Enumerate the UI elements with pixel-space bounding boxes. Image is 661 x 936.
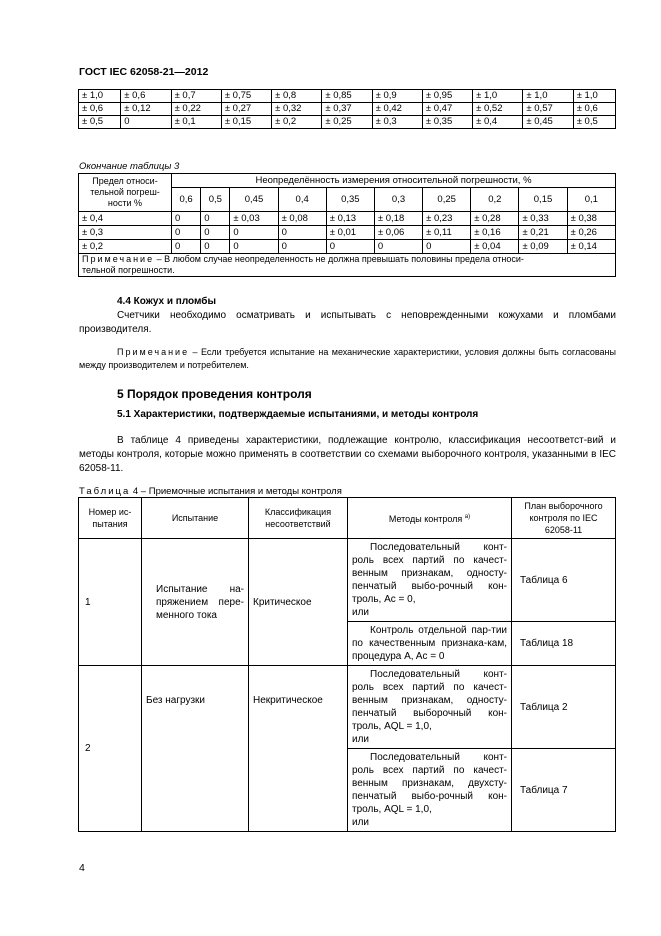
table4-header-class: Классификация несоответствий [249,498,348,539]
table3-column-header: 0,4 [278,188,326,212]
table-cell: 0 [172,212,201,226]
table4-caption-text: 4 – Приемочные испытания и методы контроля [130,486,342,497]
section-5-title: 5 Порядок проведения контроля [117,387,312,401]
table4-footnote-mark: а) [464,514,471,520]
table-row [79,539,616,622]
table-cell: ± 0,2 [79,240,172,254]
page-number: 4 [79,862,85,874]
table-cell: 0 [172,240,201,254]
table4 [78,497,616,832]
table4-caption [79,486,342,497]
table-cell: ± 0,57 [523,103,573,116]
table4-method-or: или [352,734,370,745]
table4-method [348,666,512,749]
table-cell: ± 0,45 [523,116,573,129]
table-cell: ± 0,95 [422,90,472,103]
table4-method [348,539,512,622]
table4-method-or: или [352,817,370,828]
table-cell: ± 0,42 [372,103,422,116]
table-cell: ± 0,16 [471,226,519,240]
table4-header-num: Номер ис-пытания [79,498,142,539]
table-cell: ± 0,52 [473,103,523,116]
section-4-4-note-label: Примечание [117,347,190,357]
table-cell: ± 0,6 [573,103,615,116]
table-cell: ± 0,1 [171,116,221,129]
table-cell: ± 0,22 [171,103,221,116]
table4-test-name: Испытание на-пряжением пере-менного тока [142,539,249,666]
table-cell: ± 1,0 [573,90,615,103]
table-cell: ± 0,9 [372,90,422,103]
table3-column-header: 0,15 [519,188,567,212]
table3-column-header: 0,5 [201,188,230,212]
table-cell: ± 0,6 [121,90,171,103]
table4-test-name: Без нагрузки [142,666,249,832]
table4-plan: Таблица 6 [512,539,616,622]
table-cell: ± 0,3 [372,116,422,129]
table-cell: 0 [230,226,278,240]
table-cell: ± 0,5 [573,116,615,129]
table-row [79,103,616,116]
table4-classification: Некритическое [249,666,348,832]
table-cell: 0 [278,226,326,240]
table-cell: ± 0,26 [567,226,615,240]
table4-header-methods [348,498,512,539]
section-5-1-text: В таблице 4 приведены характеристики, подлежащие контролю, классификация несоответст-вий и методы контроля, которые можно применять в соответствии со схемами выборочного контроля, указанными в IEC 62058-11. [79,435,616,474]
table-cell: ± 0,2 [272,116,322,129]
table-cell: ± 0,08 [278,212,326,226]
table-cell: ± 0,8 [272,90,322,103]
table-cell: ± 0,85 [322,90,372,103]
table4-method-or: или [352,607,370,618]
section-4-4-text: Счетчики необходимо осматривать и испытывать с неповрежденными кожухами и пломбами производителя. [79,310,616,335]
table-cell: ± 0,47 [422,103,472,116]
table4-caption-label: Таблица [79,486,131,497]
table4-header-plan: План выборочного контроля по IEC 62058-11 [512,498,616,539]
table-cell: ± 0,06 [374,226,422,240]
table-cell: ± 0,13 [326,212,374,226]
table-cell: 0 [121,116,171,129]
table4-header-methods-label: Методы контроля [388,514,463,524]
table3-note-label: Примечание [82,254,155,264]
table-cell: ± 0,3 [79,226,172,240]
table-row [79,666,616,749]
table-cell: ± 0,11 [423,226,471,240]
table-cell: ± 0,37 [322,103,372,116]
table-cell: ± 0,04 [471,240,519,254]
table-cell: ± 0,35 [422,116,472,129]
table-cell: ± 1,0 [79,90,121,103]
table3-group-header: Неопределённость измерения относительной погрешности, % [172,174,616,188]
table-cell: ± 0,33 [519,212,567,226]
table-cell: ± 0,25 [322,116,372,129]
table-cell: ± 0,09 [519,240,567,254]
table-cell: ± 0,15 [221,116,271,129]
table-cell: ± 1,0 [473,90,523,103]
table-cell: ± 0,4 [473,116,523,129]
table-cell: 0 [230,240,278,254]
table3-column-header: 0,1 [567,188,615,212]
table3-note-text-2: тельной погрешности. [82,265,175,275]
table-row [79,212,616,226]
table-row [79,90,616,103]
table-cell: ± 0,38 [567,212,615,226]
table-cell: 0 [423,240,471,254]
table4-method [348,622,512,666]
table-cell: ± 0,12 [121,103,171,116]
table-row [79,226,616,240]
table3-note-text: – В любом случае неопределенность не должна превышать половины предела относи- [154,254,524,264]
section-4-4-title: 4.4 Кожух и пломбы [117,296,217,307]
table-cell: ± 0,21 [519,226,567,240]
table-cell: ± 0,03 [230,212,278,226]
table-cell: ± 0,14 [567,240,615,254]
table-row [79,240,616,254]
table-continuation [78,89,616,129]
table4-header-test: Испытание [142,498,249,539]
table-cell: 0 [374,240,422,254]
table-cell: ± 0,32 [272,103,322,116]
table4-test-number: 2 [79,666,142,832]
table-cell: ± 0,75 [221,90,271,103]
table-cell: ± 0,6 [79,103,121,116]
table4-test-number: 1 [79,539,142,666]
table3-column-header: 0,35 [326,188,374,212]
table3 [78,173,616,277]
table4-classification: Критическое [249,539,348,666]
table4-plan: Таблица 18 [512,622,616,666]
table4-method [348,749,512,832]
table3-column-header: 0,3 [374,188,422,212]
table-cell: ± 0,28 [471,212,519,226]
table4-method-text: Последовательный конт-роль всех партий по качест-венным признакам, односту-пенчатый выбо-рочный кон-троль, Ac = 0, [352,542,507,605]
table3-caption: Окончание таблицы 3 [79,161,180,172]
table4-method-text: Последовательный конт-роль всех партий по качест-венным признакам, односту-пенчатый выборочный кон-троль, AQL = 1,0, [352,669,507,732]
table-cell: ± 0,7 [171,90,221,103]
table-cell: ± 0,27 [221,103,271,116]
table-cell: ± 1,0 [523,90,573,103]
table4-plan: Таблица 2 [512,666,616,749]
table3-column-header: 0,2 [471,188,519,212]
table-row [79,116,616,129]
table-cell: 0 [201,226,230,240]
section-4-4-note-text: – Если требуется испытание на механические характеристики, условия должны быть согласованы между производителем и потребителем. [79,347,616,370]
document-header: ГОСТ IEC 62058-21—2012 [79,66,209,78]
table3-column-header: 0,6 [172,188,201,212]
table3-column-header: 0,45 [230,188,278,212]
table-cell: 0 [278,240,326,254]
table3-col0-header: Предел относи-тельной погреш-ности % [79,174,172,212]
table-cell: 0 [201,240,230,254]
table3-column-header: 0,25 [423,188,471,212]
table4-method-text: Последовательный конт-роль всех партий по качест-венным признакам, двухсту-пенчатый выбо-рочный кон-троль, AQL = 1,0, [352,752,507,815]
table-cell: ± 0,01 [326,226,374,240]
table-cell: ± 0,5 [79,116,121,129]
section-5-1-title: 5.1 Характеристики, подтверждаемые испытаниями, и методы контроля [117,409,479,420]
section-4-4-note [79,346,616,372]
table-cell: ± 0,18 [374,212,422,226]
table-cell: 0 [201,212,230,226]
table3-note [79,254,616,277]
table-cell: 0 [172,226,201,240]
table-cell: 0 [326,240,374,254]
table4-method-text: Контроль отдельной пар-тии по качественным признака-кам, процедура A, Ac = 0 [352,625,507,662]
table4-plan: Таблица 7 [512,749,616,832]
table-cell: ± 0,23 [423,212,471,226]
table-cell: ± 0,4 [79,212,172,226]
